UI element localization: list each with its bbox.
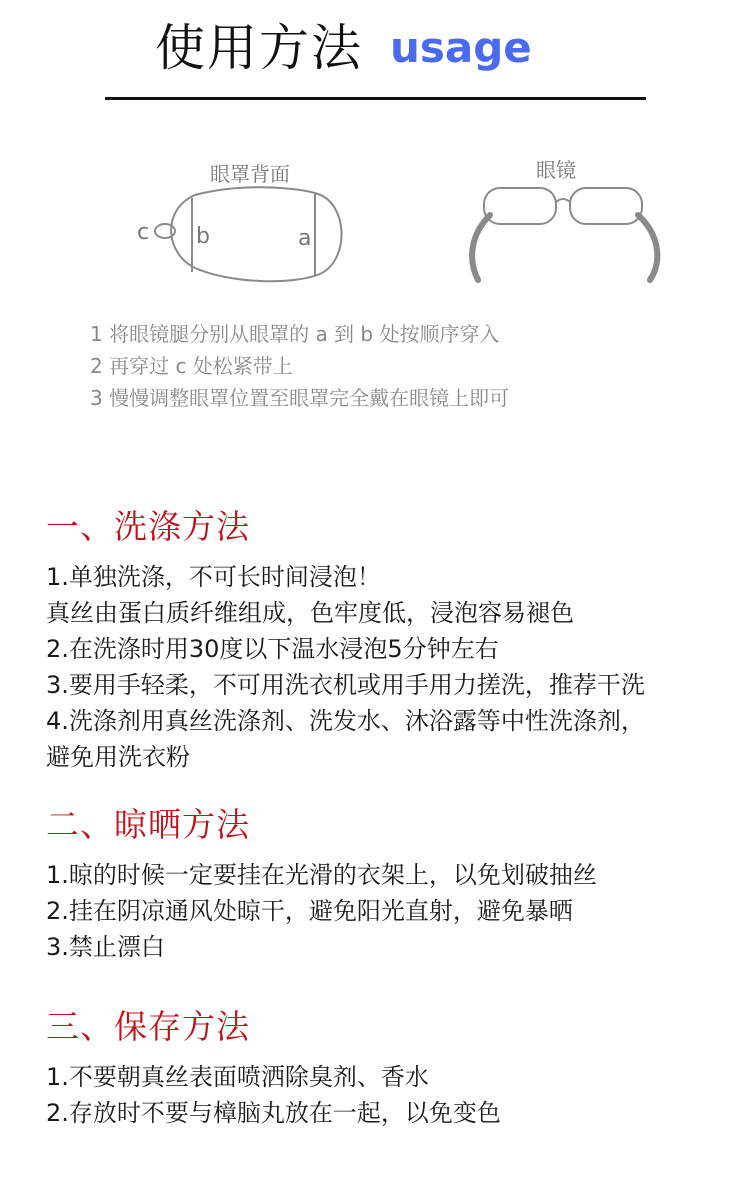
glasses-label: 眼镜 <box>536 158 576 182</box>
step-item: 3 慢慢调整眼罩位置至眼罩完全戴在眼镜上即可 <box>90 386 510 410</box>
section-storage <box>46 1005 501 1131</box>
usage-diagram <box>0 150 750 290</box>
diagram-illustration <box>0 150 750 290</box>
section-title: 一、洗涤方法 <box>46 507 250 546</box>
mask-back-label: 眼罩背面 <box>210 162 290 186</box>
section-line: 3.要用手轻柔，不可用洗衣机或用手用力搓洗，推荐干洗 <box>46 671 645 699</box>
page-header <box>0 18 750 78</box>
section-line: 1.单独洗涤，不可长时间浸泡！ <box>46 563 381 591</box>
wearing-steps <box>90 318 509 414</box>
header-divider <box>105 97 646 100</box>
section-line: 3.禁止漂白 <box>46 933 165 961</box>
section-washing <box>46 505 645 775</box>
section-line: 4.洗涤剂用真丝洗涤剂、洗发水、沐浴露等中性洗涤剂， <box>46 707 645 735</box>
step-item: 2 再穿过 c 处松紧带上 <box>90 354 293 378</box>
section-drying <box>46 803 597 965</box>
page-title: 使用方法 <box>155 19 363 77</box>
glasses-temple-left <box>472 215 490 280</box>
section-title: 二、晾晒方法 <box>46 805 250 844</box>
step-item: 1 将眼镜腿分别从眼罩的 a 到 b 处按顺序穿入 <box>90 322 500 346</box>
point-a-label: a <box>298 226 312 251</box>
glasses-lens-left <box>484 188 556 224</box>
section-line: 避免用洗衣粉 <box>46 743 190 771</box>
section-line: 2.在洗涤时用30度以下温水浸泡5分钟左右 <box>46 635 499 663</box>
section-line: 1.晾的时候一定要挂在光滑的衣架上，以免划破抽丝 <box>46 861 597 889</box>
section-title: 三、保存方法 <box>46 1007 250 1046</box>
section-line: 真丝由蛋白质纤维组成，色牢度低，浸泡容易褪色 <box>46 599 574 627</box>
point-b-label: b <box>196 224 210 249</box>
section-line: 2.存放时不要与樟脑丸放在一起，以免变色 <box>46 1099 501 1127</box>
glasses-temple-right <box>638 215 657 280</box>
page-title-english: usage <box>390 23 532 72</box>
point-c-label: c <box>137 220 150 245</box>
section-line: 2.挂在阴凉通风处晾干，避免阳光直射，避免暴晒 <box>46 897 573 925</box>
glasses-lens-right <box>570 188 642 224</box>
glasses-bridge <box>556 199 570 202</box>
section-line: 1.不要朝真丝表面喷洒除臭剂、香水 <box>46 1063 429 1091</box>
